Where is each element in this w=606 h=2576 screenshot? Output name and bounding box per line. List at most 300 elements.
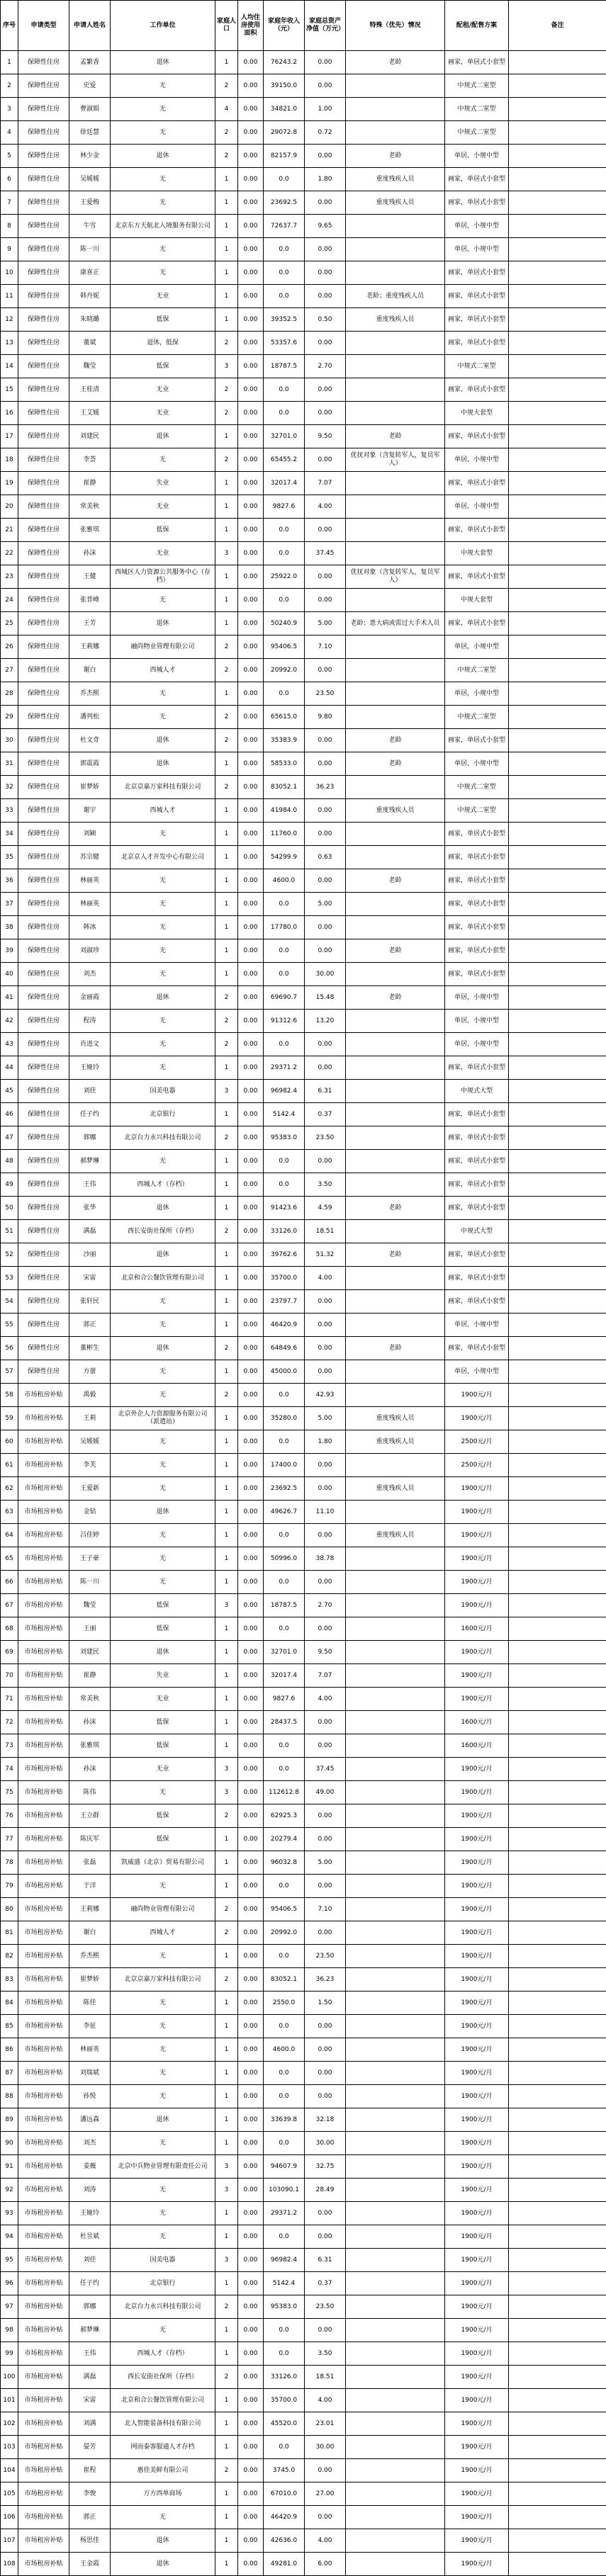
application-type-cell: 市场租房补贴 <box>18 2389 69 2412</box>
special-priority-cell: 老龄 <box>346 752 445 776</box>
annual-income-cell: 11760.0 <box>264 823 305 846</box>
per-capita-area-cell: 0.00 <box>238 2506 264 2529</box>
per-capita-area-cell: 0.00 <box>238 1267 264 1290</box>
application-type-cell: 市场租房补贴 <box>18 1875 69 1898</box>
household-size-cell: 1 <box>215 51 238 74</box>
remarks-cell <box>509 659 606 682</box>
per-capita-area-cell: 0.00 <box>238 2295 264 2319</box>
household-size-cell: 1 <box>215 2108 238 2132</box>
header-cell: 家庭人口 <box>215 1 238 51</box>
household-size-cell: 1 <box>215 1711 238 1734</box>
table-row <box>1 1477 606 1501</box>
net-assets-cell: 32.75 <box>305 2155 346 2179</box>
per-capita-area-cell: 0.00 <box>238 215 264 238</box>
annual-income-cell: 53357.6 <box>264 332 305 355</box>
household-size-cell: 1 <box>215 2342 238 2366</box>
table-row <box>1 2085 606 2108</box>
allocation-plan-cell: 中规式二室型 <box>445 355 509 378</box>
net-assets-cell: 2.70 <box>305 355 346 378</box>
applicant-name-cell: 王健 <box>69 565 111 589</box>
table-row <box>1 893 606 916</box>
special-priority-cell: 老龄 <box>346 986 445 1010</box>
net-assets-cell: 23.50 <box>305 2295 346 2319</box>
annual-income-cell: 96982.4 <box>264 2249 305 2272</box>
work-unit-cell: 无业 <box>111 378 215 402</box>
work-unit-cell: 无 <box>111 2062 215 2085</box>
row-number-cell: 81 <box>1 1921 18 1945</box>
work-unit-cell: 西城人才 <box>111 1921 215 1945</box>
row-number-cell: 23 <box>1 565 18 589</box>
per-capita-area-cell: 0.00 <box>238 448 264 472</box>
special-priority-cell <box>346 519 445 542</box>
annual-income-cell: 2550.0 <box>264 1992 305 2015</box>
annual-income-cell: 39352.5 <box>264 308 305 332</box>
applicant-name-cell: 李芙 <box>69 1454 111 1477</box>
annual-income-cell: 49626.7 <box>264 1501 305 1524</box>
applicant-name-cell: 崔梦娇 <box>69 776 111 799</box>
special-priority-cell <box>346 238 445 261</box>
per-capita-area-cell: 0.00 <box>238 1243 264 1267</box>
net-assets-cell: 0.00 <box>305 589 346 612</box>
household-size-cell: 2 <box>215 1220 238 1243</box>
application-type-cell: 市场租房补贴 <box>18 2155 69 2179</box>
special-priority-cell <box>346 1103 445 1126</box>
allocation-plan-cell: 画家，单居式小套型 <box>445 425 509 448</box>
applicant-name-cell: 郝梦琳 <box>69 2319 111 2342</box>
net-assets-cell: 37.45 <box>305 1758 346 1781</box>
household-size-cell: 1 <box>215 1617 238 1641</box>
net-assets-cell: 0.00 <box>305 1360 346 1384</box>
table-row <box>1 1921 606 1945</box>
allocation-plan-cell: 中规式大型 <box>445 1220 509 1243</box>
net-assets-cell: 7.07 <box>305 472 346 495</box>
remarks-cell <box>509 1243 606 1267</box>
remarks-cell <box>509 1524 606 1547</box>
household-size-cell: 1 <box>215 2389 238 2412</box>
per-capita-area-cell: 0.00 <box>238 2482 264 2506</box>
net-assets-cell: 0.00 <box>305 1828 346 1851</box>
net-assets-cell: 36.23 <box>305 776 346 799</box>
special-priority-cell: 老龄 <box>346 145 445 168</box>
remarks-cell <box>509 1945 606 1968</box>
annual-income-cell: 62925.3 <box>264 1804 305 1828</box>
annual-income-cell: 58533.0 <box>264 752 305 776</box>
work-unit-cell: 无 <box>111 939 215 963</box>
work-unit-cell: 退休 <box>111 612 215 635</box>
household-size-cell: 2 <box>215 1337 238 1360</box>
allocation-plan-cell: 1900元/月 <box>445 1524 509 1547</box>
annual-income-cell: 0.0 <box>264 2319 305 2342</box>
household-size-cell: 2 <box>215 1384 238 1407</box>
allocation-plan-cell: 画家，单居式小套型 <box>445 612 509 635</box>
table-row <box>1 1758 606 1781</box>
household-size-cell: 1 <box>215 1524 238 1547</box>
special-priority-cell <box>346 1851 445 1875</box>
applicant-name-cell: 任子约 <box>69 1103 111 1126</box>
per-capita-area-cell: 0.00 <box>238 1617 264 1641</box>
application-type-cell: 市场租房补贴 <box>18 2108 69 2132</box>
allocation-plan-cell: 1900元/月 <box>445 2155 509 2179</box>
allocation-plan-cell: 中规式二室型 <box>445 659 509 682</box>
special-priority-cell <box>346 1267 445 1290</box>
remarks-cell <box>509 1571 606 1594</box>
annual-income-cell: 0.0 <box>264 1033 305 1056</box>
household-size-cell: 1 <box>215 1828 238 1851</box>
applicant-name-cell: 李俊 <box>69 2482 111 2506</box>
row-number-cell: 60 <box>1 1430 18 1454</box>
annual-income-cell: 103090.1 <box>264 2179 305 2202</box>
per-capita-area-cell: 0.00 <box>238 1150 264 1173</box>
row-number-cell: 21 <box>1 519 18 542</box>
per-capita-area-cell: 0.00 <box>238 846 264 869</box>
special-priority-cell <box>346 1617 445 1641</box>
applicant-name-cell: 韩冰 <box>69 916 111 939</box>
allocation-plan-cell: 1900元/月 <box>445 2389 509 2412</box>
application-type-cell: 市场租房补贴 <box>18 1454 69 1477</box>
work-unit-cell: 北京中兵物业管理有限责任公司 <box>111 2155 215 2179</box>
per-capita-area-cell: 0.00 <box>238 542 264 565</box>
special-priority-cell <box>346 2062 445 2085</box>
allocation-plan-cell: 画家，单居式小套型 <box>445 332 509 355</box>
special-priority-cell <box>346 1547 445 1571</box>
remarks-cell <box>509 542 606 565</box>
per-capita-area-cell: 0.00 <box>238 1103 264 1126</box>
per-capita-area-cell: 0.00 <box>238 238 264 261</box>
allocation-plan-cell: 2500元/月 <box>445 1454 509 1477</box>
allocation-plan-cell: 画家，单居式小套型 <box>445 1290 509 1314</box>
work-unit-cell: 无 <box>111 448 215 472</box>
remarks-cell <box>509 1804 606 1828</box>
special-priority-cell <box>346 1173 445 1197</box>
remarks-cell <box>509 1360 606 1384</box>
work-unit-cell: 无 <box>111 869 215 893</box>
table-row <box>1 776 606 799</box>
table-row <box>1 1945 606 1968</box>
table-row <box>1 2225 606 2249</box>
table-row <box>1 2179 606 2202</box>
household-size-cell: 1 <box>215 1851 238 1875</box>
table-row <box>1 612 606 635</box>
net-assets-cell: 0.00 <box>305 2062 346 2085</box>
remarks-cell <box>509 1080 606 1103</box>
table-row <box>1 145 606 168</box>
remarks-cell <box>509 1921 606 1945</box>
special-priority-cell <box>346 1968 445 1992</box>
applicant-name-cell: 陈佳 <box>69 1992 111 2015</box>
table-row <box>1 706 606 729</box>
row-number-cell: 32 <box>1 776 18 799</box>
applicant-name-cell: 常美秋 <box>69 1688 111 1711</box>
applicant-name-cell: 乔杰熙 <box>69 682 111 706</box>
table-row <box>1 1384 606 1407</box>
work-unit-cell: 融尚物业管理有限公司 <box>111 635 215 659</box>
per-capita-area-cell: 0.00 <box>238 1080 264 1103</box>
per-capita-area-cell: 0.00 <box>238 2342 264 2366</box>
household-size-cell: 1 <box>215 2225 238 2249</box>
header-cell: 家庭总资产净值（万元） <box>305 1 346 51</box>
remarks-cell <box>509 729 606 752</box>
allocation-plan-cell: 单居，小规中型 <box>445 752 509 776</box>
work-unit-cell: 无 <box>111 1992 215 2015</box>
row-number-cell: 33 <box>1 799 18 823</box>
household-size-cell: 1 <box>215 519 238 542</box>
household-size-cell: 2 <box>215 2366 238 2389</box>
applicant-name-cell: 康喜正 <box>69 261 111 285</box>
household-size-cell: 1 <box>215 168 238 191</box>
annual-income-cell: 20992.0 <box>264 659 305 682</box>
net-assets-cell: 9.50 <box>305 1641 346 1664</box>
remarks-cell <box>509 776 606 799</box>
per-capita-area-cell: 0.00 <box>238 565 264 589</box>
allocation-plan-cell: 1900元/月 <box>445 1594 509 1617</box>
remarks-cell <box>509 1290 606 1314</box>
table-row <box>1 74 606 98</box>
net-assets-cell: 32.18 <box>305 2108 346 2132</box>
applicant-name-cell: 杜昱斌 <box>69 2225 111 2249</box>
application-type-cell: 市场租房补贴 <box>18 1547 69 1571</box>
work-unit-cell: 惠佳美鲜有限公司 <box>111 2459 215 2482</box>
application-type-cell: 保障性住房 <box>18 1103 69 1126</box>
row-number-cell: 36 <box>1 869 18 893</box>
household-size-cell: 2 <box>215 378 238 402</box>
application-type-cell: 保障性住房 <box>18 145 69 168</box>
remarks-cell <box>509 2202 606 2225</box>
allocation-plan-cell: 单居，小规中型 <box>445 635 509 659</box>
work-unit-cell: 无 <box>111 1360 215 1384</box>
annual-income-cell: 34821.0 <box>264 98 305 121</box>
table-row <box>1 659 606 682</box>
annual-income-cell: 0.0 <box>264 893 305 916</box>
application-type-cell: 保障性住房 <box>18 448 69 472</box>
per-capita-area-cell: 0.00 <box>238 1875 264 1898</box>
per-capita-area-cell: 0.00 <box>238 51 264 74</box>
per-capita-area-cell: 0.00 <box>238 1992 264 2015</box>
work-unit-cell: 退休 <box>111 51 215 74</box>
annual-income-cell: 33639.8 <box>264 2108 305 2132</box>
applicant-name-cell: 刘颖 <box>69 823 111 846</box>
annual-income-cell: 0.0 <box>264 238 305 261</box>
allocation-plan-cell: 1900元/月 <box>445 1992 509 2015</box>
net-assets-cell: 0.00 <box>305 2319 346 2342</box>
row-number-cell: 94 <box>1 2225 18 2249</box>
table-row <box>1 2062 606 2085</box>
remarks-cell <box>509 1968 606 1992</box>
application-type-cell: 市场租房补贴 <box>18 1758 69 1781</box>
work-unit-cell: 无 <box>111 1571 215 1594</box>
remarks-cell <box>509 799 606 823</box>
allocation-plan-cell: 1900元/月 <box>445 2202 509 2225</box>
household-size-cell: 2 <box>215 1804 238 1828</box>
special-priority-cell: 优抚对象（含复转军人，复员军人） <box>346 448 445 472</box>
net-assets-cell: 0.00 <box>305 1033 346 1056</box>
work-unit-cell: 西长安街社保所（存档） <box>111 1220 215 1243</box>
applicant-name-cell: 王芳 <box>69 612 111 635</box>
per-capita-area-cell: 0.00 <box>238 1641 264 1664</box>
household-size-cell: 2 <box>215 729 238 752</box>
row-number-cell: 49 <box>1 1173 18 1197</box>
remarks-cell <box>509 1010 606 1033</box>
annual-income-cell: 0.0 <box>264 2342 305 2366</box>
net-assets-cell: 0.00 <box>305 51 346 74</box>
row-number-cell: 82 <box>1 1945 18 1968</box>
table-header-row <box>1 1 606 51</box>
applicant-name-cell: 张轩民 <box>69 1290 111 1314</box>
applicant-name-cell: 沙丽 <box>69 1243 111 1267</box>
work-unit-cell: 西城人才（存档） <box>111 2342 215 2366</box>
remarks-cell <box>509 2225 606 2249</box>
application-type-cell: 保障性住房 <box>18 1056 69 1080</box>
per-capita-area-cell: 0.00 <box>238 285 264 308</box>
work-unit-cell: 低保 <box>111 1734 215 1758</box>
applicant-name-cell: 王立群 <box>69 1804 111 1828</box>
table-row <box>1 682 606 706</box>
row-number-cell: 42 <box>1 1010 18 1033</box>
work-unit-cell: 国美电器 <box>111 1080 215 1103</box>
net-assets-cell: 6.00 <box>305 2553 346 2576</box>
row-number-cell: 98 <box>1 2319 18 2342</box>
per-capita-area-cell: 0.00 <box>238 1173 264 1197</box>
applicant-name-cell: 吕佳婷 <box>69 1524 111 1547</box>
applicant-name-cell: 郭正 <box>69 1314 111 1337</box>
table-row <box>1 1781 606 1804</box>
remarks-cell <box>509 1851 606 1875</box>
remarks-cell <box>509 2436 606 2459</box>
annual-income-cell: 82157.9 <box>264 145 305 168</box>
annual-income-cell: 67010.0 <box>264 2482 305 2506</box>
annual-income-cell: 95383.0 <box>264 2295 305 2319</box>
table-row <box>1 1056 606 1080</box>
annual-income-cell: 46420.9 <box>264 1314 305 1337</box>
allocation-plan-cell: 单居，小规中型 <box>445 145 509 168</box>
annual-income-cell: 29072.8 <box>264 121 305 145</box>
applicant-name-cell: 王金霞 <box>69 2553 111 2576</box>
row-number-cell: 58 <box>1 1384 18 1407</box>
household-size-cell: 2 <box>215 1126 238 1150</box>
per-capita-area-cell: 0.00 <box>238 121 264 145</box>
table-row <box>1 2108 606 2132</box>
table-row <box>1 542 606 565</box>
application-type-cell: 市场租房补贴 <box>18 1851 69 1875</box>
table-row <box>1 1711 606 1734</box>
remarks-cell <box>509 963 606 986</box>
row-number-cell: 40 <box>1 963 18 986</box>
work-unit-cell: 低保 <box>111 355 215 378</box>
remarks-cell <box>509 2062 606 2085</box>
annual-income-cell: 49281.0 <box>264 2553 305 2576</box>
special-priority-cell <box>346 1010 445 1033</box>
household-size-cell: 1 <box>215 2319 238 2342</box>
applicant-name-cell: 董彬生 <box>69 1337 111 1360</box>
work-unit-cell: 无 <box>111 893 215 916</box>
work-unit-cell: 北京和合公餐饮管理有限公司 <box>111 2389 215 2412</box>
per-capita-area-cell: 0.00 <box>238 2062 264 2085</box>
remarks-cell <box>509 1688 606 1711</box>
household-size-cell: 2 <box>215 1921 238 1945</box>
special-priority-cell <box>346 402 445 425</box>
application-type-cell: 保障性住房 <box>18 308 69 332</box>
remarks-cell <box>509 285 606 308</box>
row-number-cell: 46 <box>1 1103 18 1126</box>
row-number-cell: 30 <box>1 729 18 752</box>
row-number-cell: 90 <box>1 2132 18 2155</box>
remarks-cell <box>509 308 606 332</box>
table-row <box>1 1688 606 1711</box>
table-row <box>1 1173 606 1197</box>
row-number-cell: 99 <box>1 2342 18 2366</box>
net-assets-cell: 6.31 <box>305 2249 346 2272</box>
net-assets-cell: 4.00 <box>305 2529 346 2553</box>
table-row <box>1 1150 606 1173</box>
applicant-name-cell: 刘建民 <box>69 1641 111 1664</box>
application-type-cell: 保障性住房 <box>18 846 69 869</box>
allocation-plan-cell: 画家，单居式小套型 <box>445 1173 509 1197</box>
per-capita-area-cell: 0.00 <box>238 776 264 799</box>
application-type-cell: 市场租房补贴 <box>18 2015 69 2038</box>
per-capita-area-cell: 0.00 <box>238 74 264 98</box>
annual-income-cell: 50240.9 <box>264 612 305 635</box>
household-size-cell: 2 <box>215 706 238 729</box>
table-row <box>1 1126 606 1150</box>
allocation-plan-cell: 中规式二室型 <box>445 799 509 823</box>
table-row <box>1 1524 606 1547</box>
special-priority-cell <box>346 2272 445 2295</box>
applicant-name-cell: 程涛 <box>69 1010 111 1033</box>
special-priority-cell <box>346 706 445 729</box>
applicant-name-cell: 刘建民 <box>69 425 111 448</box>
table-row <box>1 121 606 145</box>
row-number-cell: 85 <box>1 2015 18 2038</box>
table-row <box>1 495 606 519</box>
annual-income-cell: 35383.9 <box>264 729 305 752</box>
remarks-cell <box>509 2179 606 2202</box>
household-size-cell: 1 <box>215 1945 238 1968</box>
row-number-cell: 39 <box>1 939 18 963</box>
net-assets-cell: 0.00 <box>305 1337 346 1360</box>
applicant-name-cell: 郭震霞 <box>69 752 111 776</box>
per-capita-area-cell: 0.00 <box>238 1945 264 1968</box>
remarks-cell <box>509 1197 606 1220</box>
work-unit-cell: 无 <box>111 1524 215 1547</box>
table-row <box>1 1314 606 1337</box>
table-row <box>1 378 606 402</box>
application-type-cell: 保障性住房 <box>18 986 69 1010</box>
per-capita-area-cell: 0.00 <box>238 2108 264 2132</box>
allocation-plan-cell: 中规式二室型 <box>445 121 509 145</box>
per-capita-area-cell: 0.00 <box>238 2202 264 2225</box>
application-type-cell: 市场租房补贴 <box>18 2319 69 2342</box>
allocation-plan-cell: 1900元/月 <box>445 2342 509 2366</box>
row-number-cell: 28 <box>1 682 18 706</box>
special-priority-cell <box>346 2295 445 2319</box>
applicant-name-cell: 谢宇 <box>69 799 111 823</box>
applicant-name-cell: 刘淑珍 <box>69 939 111 963</box>
work-unit-cell: 融尚物业管理有限公司 <box>111 1898 215 1921</box>
work-unit-cell: 无 <box>111 1875 215 1898</box>
table-row <box>1 2015 606 2038</box>
applicant-name-cell: 王莉娜 <box>69 1898 111 1921</box>
work-unit-cell: 无业 <box>111 495 215 519</box>
remarks-cell <box>509 519 606 542</box>
annual-income-cell: 29371.2 <box>264 1056 305 1080</box>
work-unit-cell: 无 <box>111 823 215 846</box>
net-assets-cell: 9.65 <box>305 215 346 238</box>
application-type-cell: 市场租房补贴 <box>18 2342 69 2366</box>
applicant-name-cell: 王伟 <box>69 2342 111 2366</box>
table-row <box>1 916 606 939</box>
applicant-name-cell: 林丽英 <box>69 893 111 916</box>
work-unit-cell: 西城人才 <box>111 659 215 682</box>
household-size-cell: 3 <box>215 2155 238 2179</box>
